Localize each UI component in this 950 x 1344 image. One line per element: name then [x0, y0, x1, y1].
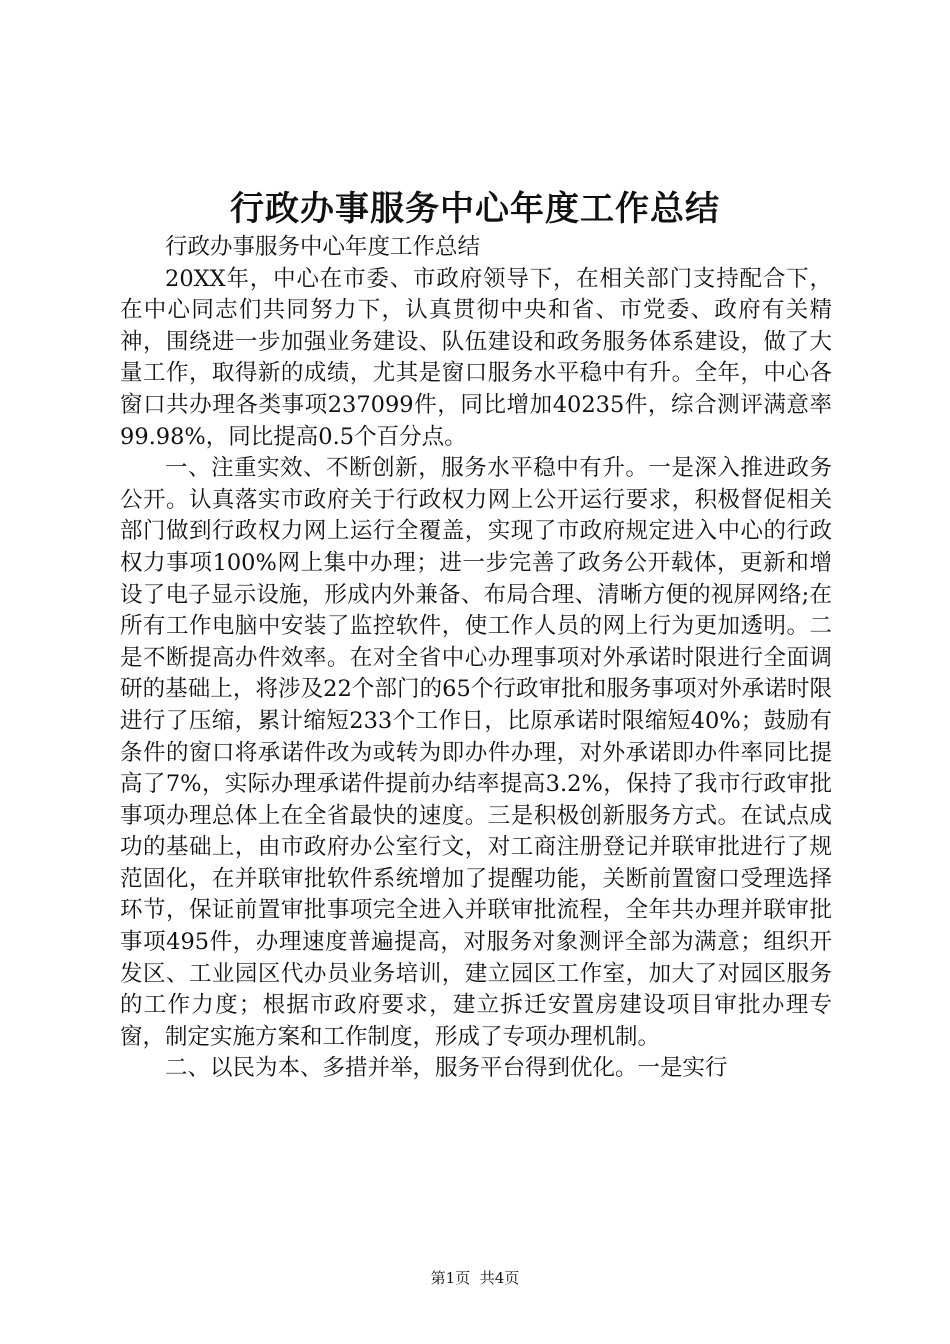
- page-number: 第1页: [430, 1269, 471, 1287]
- paragraph-intro: 20XX年，中心在市委、市政府领导下，在相关部门支持配合下，在中心同志们共同努力下，认真贯彻中央和省、市党委、政府有关精神，围绕进一步加强业务建设、队伍建设和政务服务体系建设，做了大量工作，取得新的成绩，尤其是窗口服务水平稳中有升。全年，中心各窗口共办理各类事项237099件，同比增加40235件，综合测评满意率99.98%，同比提高0.5个百分点。: [120, 265, 832, 450]
- paragraph-section-one: 一、注重实效、不断创新，服务水平稳中有升。一是深入推进政务公开。认真落实市政府关于行政权力网上公开运行要求，积极督促相关部门做到行政权力网上运行全覆盖，实现了市政府规定进入中心的行政权力事项100%网上集中办理；进一步完善了政务公开载体，更新和增设了电子显示设施，形成内外兼备、布局合理、清晰方便的视屏网络;在所有工作电脑中安装了监控软件，使工作人员的网上行为更加透明。二是不断提高办件效率。在对全省中心办理事项对外承诺时限进行全面调研的基础上，将涉及22个部门的65个行政审批和服务事项对外承诺时限进行了压缩，累计缩短233个工作日，比原承诺时限缩短40%；鼓励有条件的窗口将承诺件改为或转为即办件办理，对外承诺即办件率同比提高了7%，实际办理承诺件提前办结率提高3.2%，保持了我市行政审批事项办理总体上在全省最快的速度。三是积极创新服务方式。在试点成功的基础上，由市政府办公室行文，对工商注册登记并联审批进行了规范固化，在并联审批软件系统增加了提醒功能，关断前置窗口受理选择环节，保证前置审批事项完全进入并联审批流程，全年共办理并联审批事项495件，办理速度普遍提高，对服务对象测评全部为满意；组织开发区、工业园区代办员业务培训，建立园区工作室，加大了对园区服务的工作力度；根据市政府要求，建立拆迁安置房建设项目审批办理专窗，制定实施方案和工作制度，形成了专项办理机制。: [120, 455, 832, 1050]
- page-total: 共4页: [479, 1269, 520, 1287]
- document-body: [120, 232, 832, 1085]
- paragraph-section-two: 二、以民为本、多措并举，服务平台得到优化。一是实行: [165, 1055, 728, 1082]
- paragraph-subtitle: 行政办事服务中心年度工作总结: [165, 234, 481, 260]
- footer-spacer: [470, 1269, 480, 1287]
- page-footer: [0, 1268, 950, 1288]
- document-title: 行政办事服务中心年度工作总结: [230, 189, 720, 229]
